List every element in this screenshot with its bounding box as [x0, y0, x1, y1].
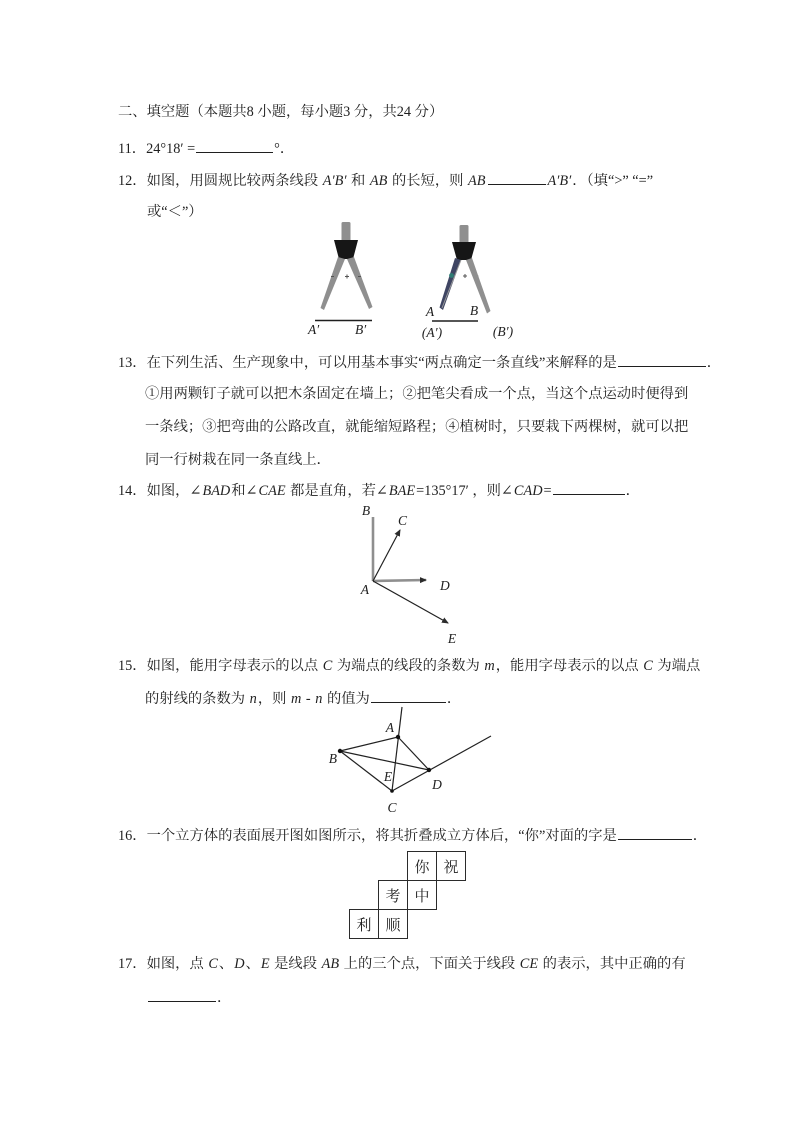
label-a: A	[425, 304, 435, 319]
compass-left	[307, 222, 373, 337]
compass-right-leg-edge	[442, 260, 461, 308]
figure-lines	[340, 707, 491, 791]
compass-right-handle	[460, 225, 469, 243]
question-17-text-line-2: ．	[147, 988, 231, 1006]
ray-ae	[373, 581, 448, 623]
compass-left-leg-right	[347, 257, 373, 309]
question-13-text-line-4: 同一行树栽在同一条直线上．	[145, 452, 331, 468]
net-cell-zhong: 中	[407, 880, 437, 910]
label-e: E	[383, 769, 393, 784]
question-13-text-line-2: ①用两颗钉子就可以把木条固定在墙上；②把笔尖看成一个点，当这个点运动时便得到	[145, 386, 689, 402]
compass-right-head	[452, 242, 476, 260]
label-a: A	[385, 720, 394, 735]
section-title: 二、填空题（本题共8 小题，每小题3 分，共24 分）	[118, 104, 444, 120]
label-a-prime-paren: (A′)	[421, 325, 443, 340]
question-15-text-line-2: 的射线的条数为 n，则 m - n 的值为 ．	[145, 691, 462, 707]
label-d: D	[440, 578, 450, 593]
question-12-text-line-1: 12．如图，用圆规比较两条线段 A′B′ 和 AB 的长短，则 AB A′B′．（填“>” “=”	[118, 173, 654, 189]
label-d: D	[432, 777, 442, 792]
point-c	[390, 789, 394, 793]
fill-in-blank	[618, 826, 692, 840]
question-15-text-line-1: 15．如图，能用字母表示的以点 C 为端点的线段的条数为 m，能用字母表示的以点 C 为端点	[118, 658, 701, 674]
label-b-prime: B′	[355, 322, 367, 337]
net-cell-li: 利	[349, 909, 379, 939]
angle-figure	[340, 498, 475, 648]
question-17-text-line-1: 17．如图，点 C、D、E 是线段 AB 上的三个点，下面关于线段 CE 的表示，其中正确的有	[118, 956, 686, 972]
net-cell-zhu: 祝	[436, 851, 466, 881]
label-b: B	[328, 751, 337, 766]
label-a: A	[360, 582, 369, 597]
compass-left-leg-left	[321, 257, 346, 310]
fill-in-blank	[148, 988, 216, 1002]
compass-left-handle	[342, 222, 351, 242]
question-14-text: 14．如图，∠BAD和∠CAE 都是直角，若∠BAE=135°17′ ，则∠CAD= ．	[118, 483, 640, 499]
label-b-prime-paren: (B′)	[492, 324, 514, 339]
fill-in-blank	[488, 171, 546, 185]
fill-in-blank	[196, 139, 273, 153]
point-a	[396, 735, 400, 739]
compass-comparison-figure	[298, 218, 513, 343]
segment-ba	[340, 737, 398, 751]
ray-ac	[373, 530, 400, 581]
net-cell-kao: 考	[378, 880, 408, 910]
question-16-text: 16．一个立方体的表面展开图如图所示，将其折叠成立方体后，“你”对面的字是 ．	[118, 828, 708, 844]
fill-in-blank	[553, 481, 625, 495]
compass-left-head	[334, 240, 358, 259]
question-13-text-line-3: 一条线；③把弯曲的公路改直，就能缩短路程；④植树时，只要栽下两棵树，就可以把	[145, 419, 689, 435]
segment-ad	[398, 737, 429, 770]
label-b: B	[469, 303, 479, 318]
segment-ray-figure	[318, 698, 508, 818]
compass-right	[422, 225, 514, 340]
question-11-text: 11．24°18′ = °．	[118, 141, 295, 157]
label-c: C	[387, 800, 397, 815]
net-cell-shun: 顺	[378, 909, 408, 939]
segment-bd	[340, 751, 429, 770]
label-e: E	[447, 631, 457, 646]
compass-right-leg-left	[440, 258, 462, 310]
label-a-prime: A′	[308, 322, 320, 337]
question-13-text-line-1: 13．在下列生活、生产现象中，可以用基本事实“两点确定一条直线”来解释的是 ．	[118, 355, 722, 371]
point-b	[338, 749, 342, 753]
compass-screw-dot	[449, 273, 454, 278]
label-c: C	[398, 513, 408, 528]
question-12-text-line-2: 或“＜”）	[147, 204, 203, 220]
label-b: B	[361, 503, 371, 518]
net-cell-ni: 你	[407, 851, 437, 881]
point-d	[427, 768, 431, 772]
fill-in-blank	[618, 353, 706, 367]
ray-ad	[373, 580, 426, 581]
